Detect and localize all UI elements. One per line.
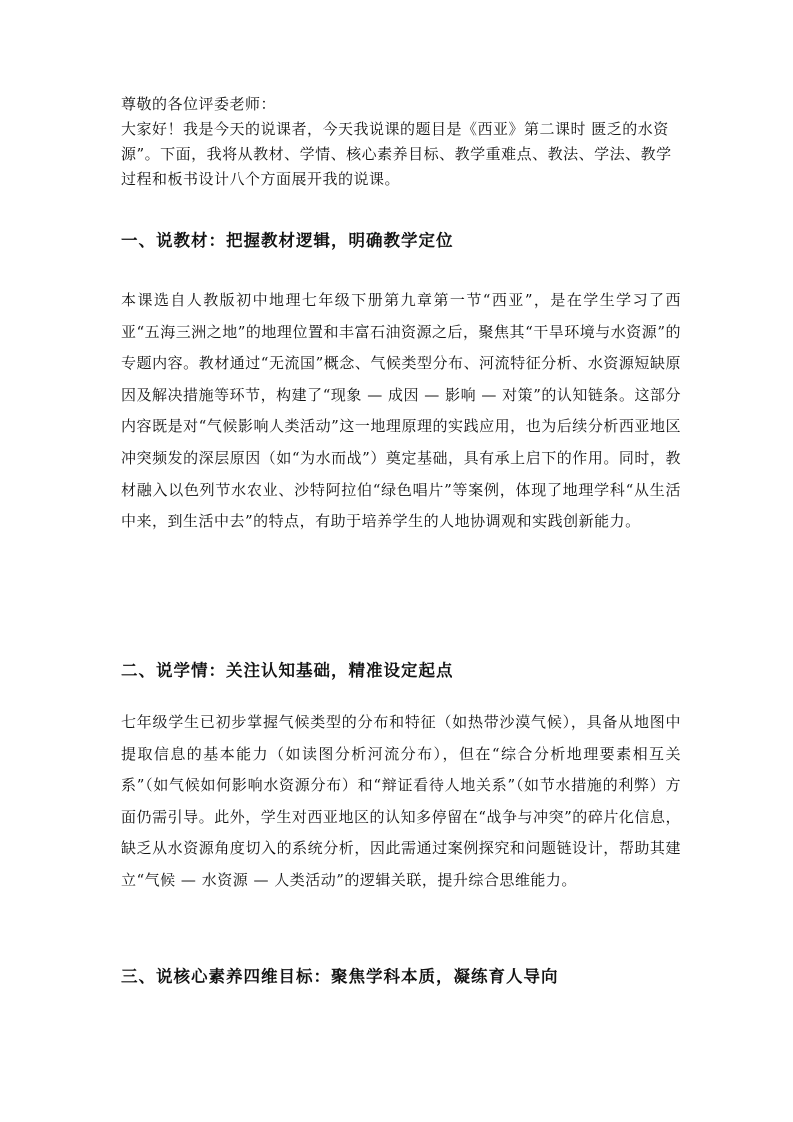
section-heading-objectives: 三、说核心素养四维目标：聚焦学科本质，凝练育人导向 [121,967,559,986]
intro-block [121,92,681,192]
intro-paragraph: 大家好！我是今天的说课者，今天我说课的题目是《西亚》第二课时 匮乏的水资源”。下面，我将从教材、学情、核心素养目标、教学重难点、教法、学法、教学过程和板书设计八个方面展开我的说课。 [121,120,672,188]
section-heading-textbook: 一、说教材：把握教材逻辑，明确教学定位 [121,231,454,250]
section-body-textbook: 本课选自人教版初中地理七年级下册第九章第一节“西亚”，是在学生学习了西亚“五海三洲之地”的地理位置和丰富石油资源之后，聚焦其“干旱环境与水资源”的专题内容。教材通过“无流国”概念、气候类型分布、河流特征分析、水资源短缺原因及解决措施等环节，构建了“现象 — 成因 — 影响 — 对策”的认知链条。这部分内容既是对“气候影响人类活动”这一地理原理的实践应用，也为后续分析西亚地区冲突频发的深层原因（如“为水而战”）奠定基础，具有承上启下的作用。同时，教材融入以色列节水农业、沙特阿拉伯“绿色唱片”等案例，体现了地理学科“从生活中来，到生活中去”的特点，有助于培养学生的人地协调观和实践创新能力。 [121,291,681,531]
greeting-line: 尊敬的各位评委老师： [121,95,277,113]
section-body-students: 七年级学生已初步掌握气候类型的分布和特征（如热带沙漠气候），具备从地图中提取信息的基本能力（如读图分析河流分布），但在“综合分析地理要素相互关系”（如气候如何影响水资源分布）和“辩证看待人地关系”（如节水措施的利弊）方面仍需引导。此外，学生对西亚地区的认知多停留在“战争与冲突”的碎片化信息，缺乏从水资源角度切入的系统分析，因此需通过案例探究和问题链设计，帮助其建立“气候 — 水资源 — 人类活动”的逻辑关联，提升综合思维能力。 [121,713,681,889]
section-heading-students: 二、说学情：关注认知基础，精准设定起点 [121,661,454,680]
